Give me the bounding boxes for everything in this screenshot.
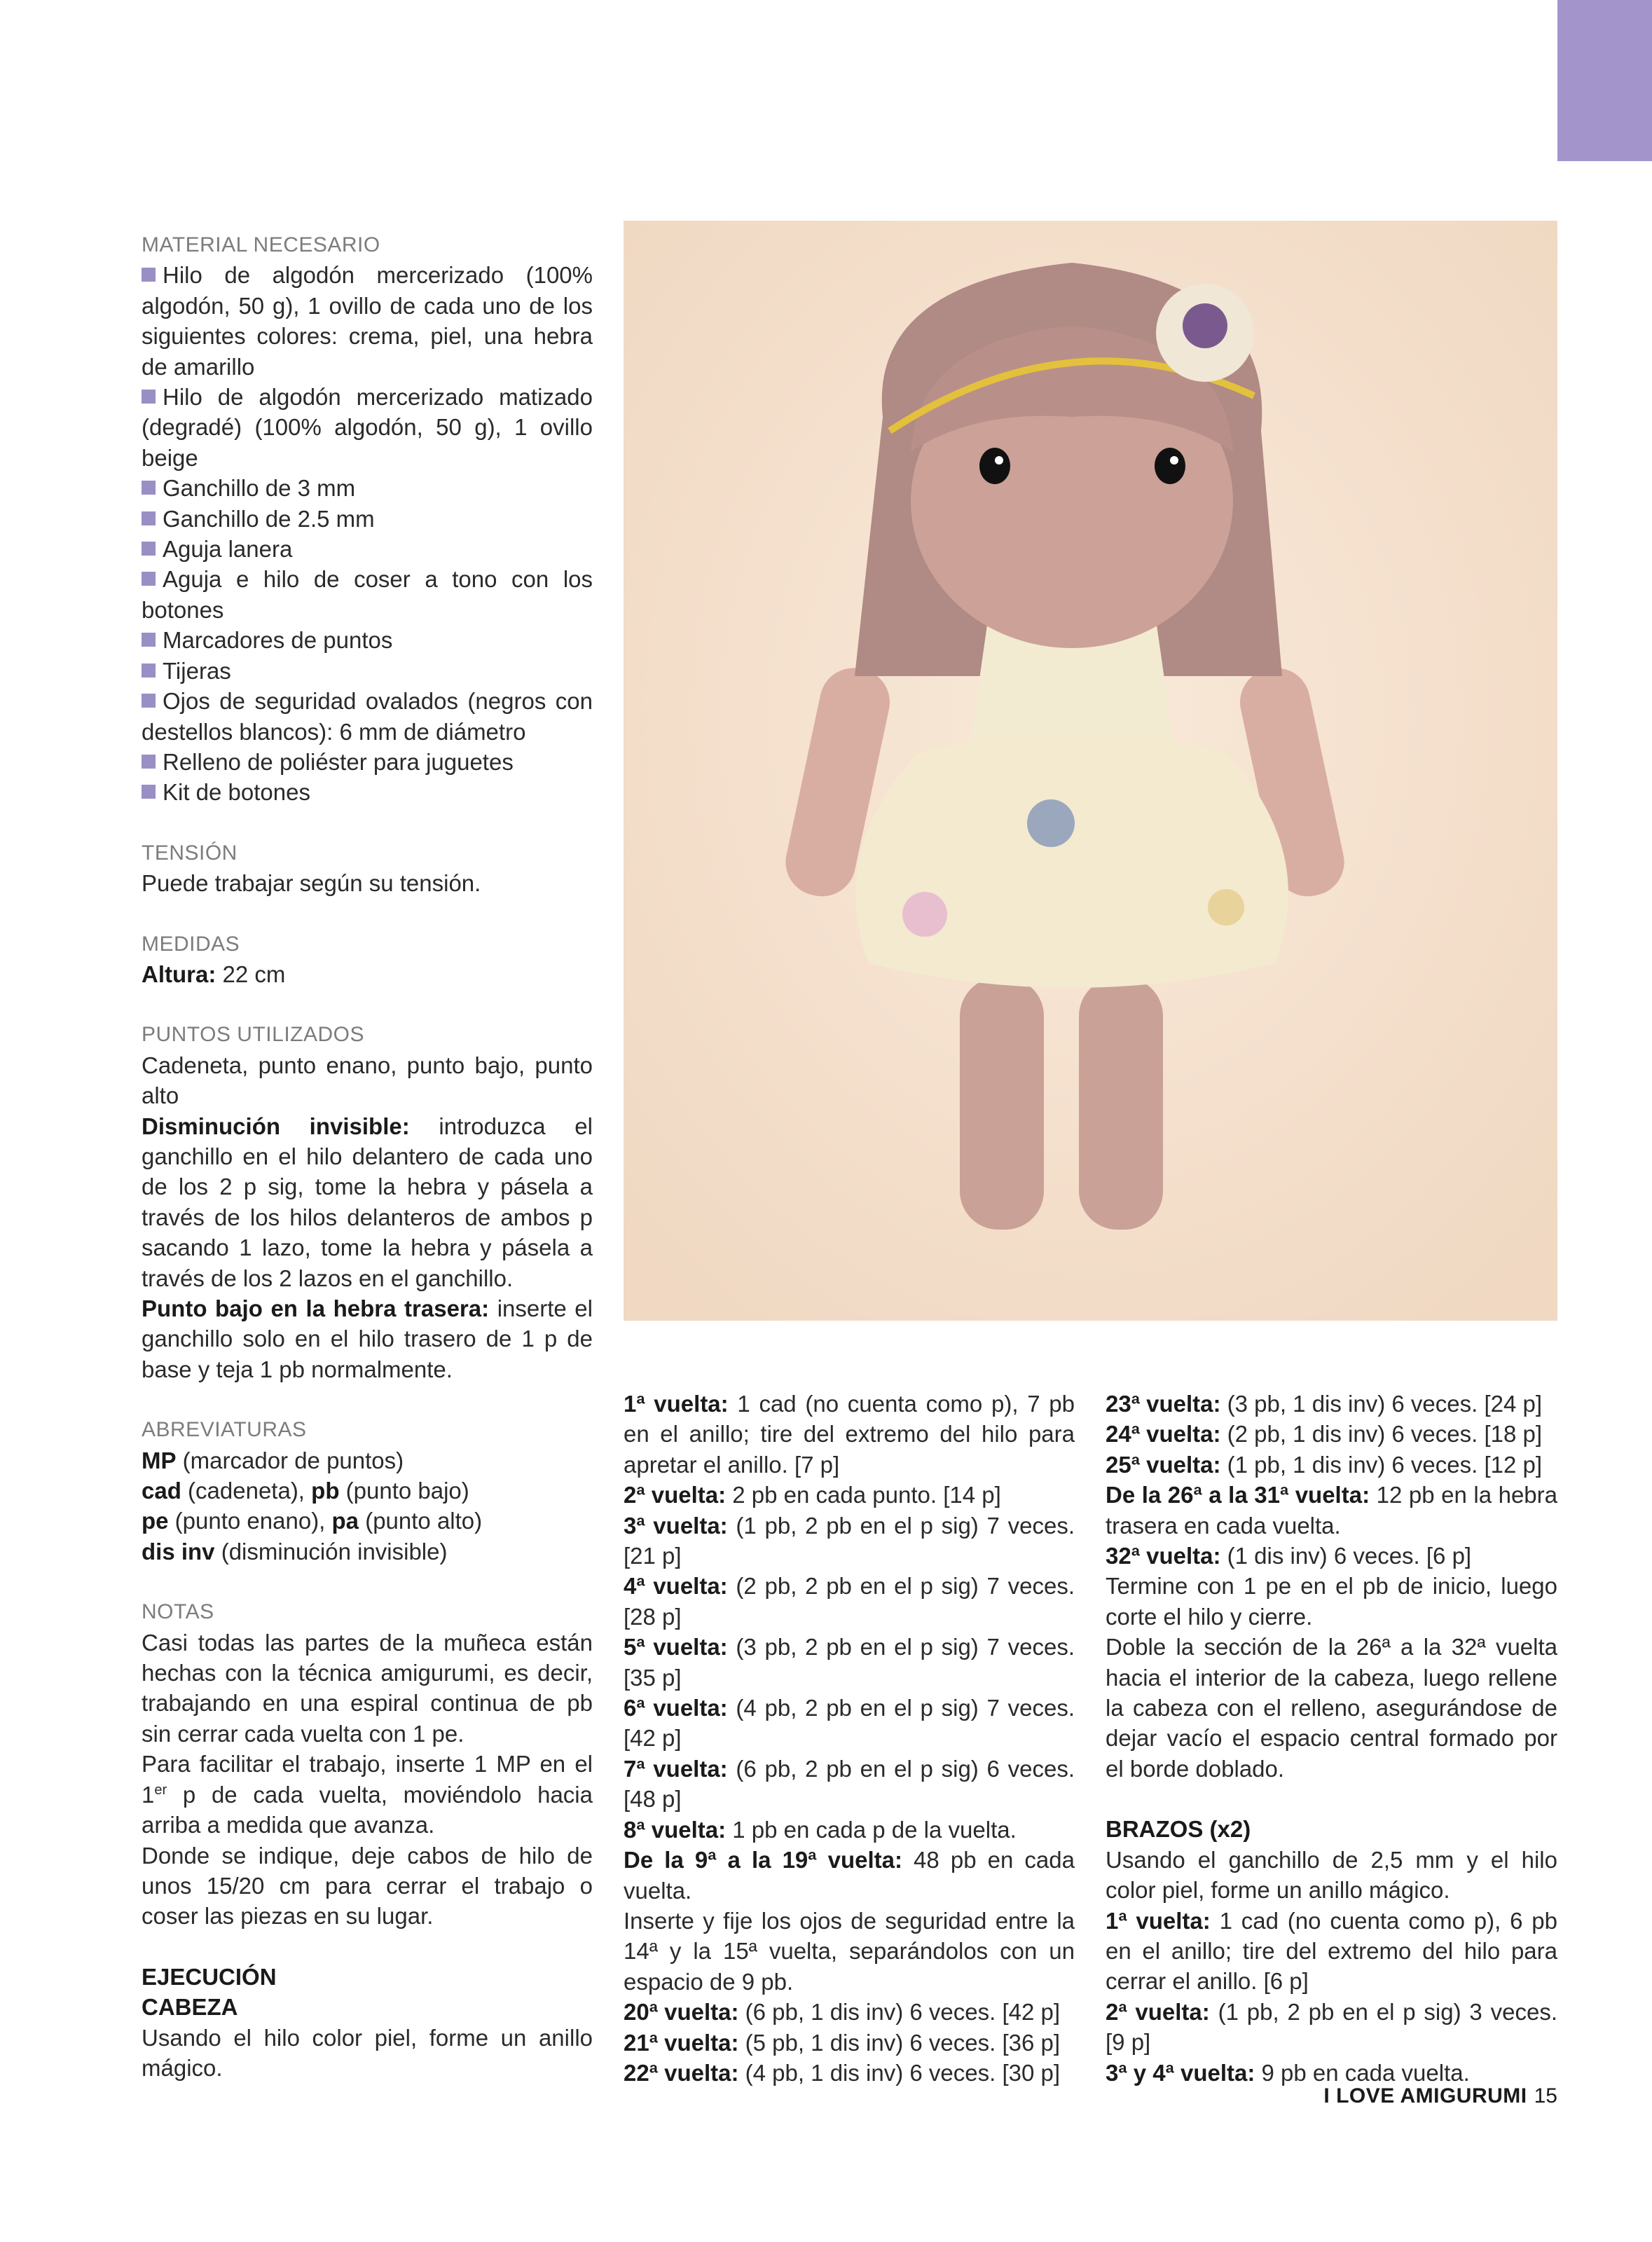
magazine-name: I LOVE AMIGURUMI [1323, 2084, 1527, 2107]
round-line [1106, 1906, 1557, 1997]
abbr-pa-term: pa [331, 1508, 359, 1534]
round-line [624, 1511, 1075, 1572]
round-label: 25ª vuelta: [1106, 1451, 1221, 1478]
material-item-text: Aguja e hilo de coser a tono con los botones [142, 566, 593, 623]
round-line [624, 1815, 1075, 1845]
corner-tab [1557, 0, 1652, 161]
notas-p2-a: Para facilitar el trabajo, inserte 1 MP en el 1 [142, 1751, 593, 1808]
square-bullet-icon [142, 542, 156, 556]
round-line [1106, 1450, 1557, 1480]
material-item [142, 747, 593, 777]
material-item-text: Ojos de seguridad ovalados (negros con destellos blancos): 6 mm de diámetro [142, 688, 593, 745]
square-bullet-icon [142, 785, 156, 799]
round-line [624, 1754, 1075, 1815]
abbr-cad-term: cad [142, 1478, 181, 1504]
round-label: 2ª vuelta: [624, 1482, 727, 1508]
round-text: (2 pb, 2 pb en el p sig) 7 veces. [28 p] [624, 1573, 1075, 1630]
abbr-mp-term: MP [142, 1447, 177, 1473]
round-text: (1 pb, 2 pb en el p sig) 3 veces. [9 p] [1106, 1998, 1557, 2056]
notas-p3: Donde se indique, deje cabos de hilo de unos 15/20 cm para cerrar el trabajo o coser las piezas en su lugar. [142, 1842, 593, 1930]
material-item [142, 504, 593, 534]
round-text: (6 pb, 2 pb en el p sig) 6 veces. [48 p] [624, 1755, 1075, 1813]
round-text: (2 pb, 1 dis inv) 6 veces. [18 p] [1220, 1421, 1543, 1447]
round-line [624, 1906, 1075, 1997]
round-line [624, 1389, 1075, 1480]
round-line [624, 1632, 1075, 1693]
altura-label: Altura: [142, 961, 216, 987]
material-item [142, 260, 593, 382]
disminucion-def [142, 1111, 593, 1293]
brazos-rounds [1106, 1906, 1557, 2088]
round-text: Doble la sección de la 26ª a la 32ª vuelta hacia el interior de la cabeza, luego rellene la cabeza con el relleno, asegurándose de dejar vacío el espacio central formado por el borde doblado. [1106, 1634, 1557, 1782]
material-item [142, 564, 593, 625]
notas-p1: Casi todas las partes de la muñeca están hechas con la técnica amigurumi, es decir, trabajando en una espiral continua de pb sin cerrar cada vuelta con 1 pe. [142, 1629, 593, 1747]
round-line [624, 1997, 1075, 2027]
round-text: (4 pb, 1 dis inv) 6 veces. [30 p] [738, 2059, 1061, 2086]
round-line [624, 1571, 1075, 1632]
material-list [142, 260, 593, 807]
abbr-pe-desc: (punto enano), [168, 1508, 332, 1534]
round-text: 2 pb en cada punto. [14 p] [726, 1482, 1001, 1508]
page-number: 15 [1534, 2084, 1557, 2107]
amigurumi-doll-illustration [624, 221, 1557, 1321]
material-item-text: Hilo de algodón mercerizado matizado (degradé) (100% algodón, 50 g), 1 ovillo beige [142, 384, 593, 471]
square-bullet-icon [142, 755, 156, 769]
round-label: 32ª vuelta: [1106, 1543, 1221, 1569]
pb-hebra-trasera-label: Punto bajo en la hebra trasera: [142, 1295, 490, 1321]
doll-photo [624, 221, 1557, 1321]
round-line [1106, 1541, 1557, 1571]
material-item [142, 686, 593, 747]
notas-p2 [142, 1749, 593, 1840]
round-line [1106, 1632, 1557, 1784]
round-text: Termine con 1 pe en el pb de inicio, luego corte el hilo y cierre. [1106, 1573, 1557, 1630]
material-item [142, 777, 593, 807]
round-label: 1ª vuelta: [624, 1391, 729, 1417]
round-label: 21ª vuelta: [624, 2029, 739, 2056]
page-footer [1323, 2084, 1557, 2108]
pb-hebra-trasera-def [142, 1293, 593, 1384]
tension-heading: TENSIÓN [142, 841, 238, 865]
abbr-pb-term: pb [311, 1478, 340, 1504]
abbr-dis-desc: (disminución invisible) [214, 1538, 448, 1564]
brazos-heading: BRAZOS (x2) [1106, 1816, 1251, 1843]
notas-p2-b: p de cada vuelta, moviéndolo hacia arriba a medida que avanza. [142, 1781, 593, 1838]
round-line [624, 1693, 1075, 1754]
material-item-text: Tijeras [163, 657, 231, 684]
material-item [142, 473, 593, 503]
round-label: 8ª vuelta: [624, 1816, 727, 1843]
square-bullet-icon [142, 481, 156, 495]
material-item [142, 625, 593, 655]
round-line [1106, 1997, 1557, 2058]
disminucion-label: Disminución invisible: [142, 1113, 410, 1139]
round-label: De la 9ª a la 19ª vuelta: [624, 1847, 902, 1873]
material-item-text: Hilo de algodón mercerizado (100% algodón, 50 g), 1 ovillo de cada uno de los siguientes colores: crema, piel, una hebra de amarillo [142, 262, 593, 380]
round-label: 22ª vuelta: [624, 2059, 739, 2086]
abbr-dis-term: dis inv [142, 1538, 215, 1564]
round-line [1106, 1480, 1557, 1541]
middle-column [624, 1389, 1075, 2088]
abbr-cad-desc: (cadeneta), [181, 1478, 312, 1504]
abbr-pe-term: pe [142, 1508, 169, 1534]
round-label: 1ª vuelta: [1106, 1907, 1211, 1934]
material-item-text: Kit de botones [163, 779, 310, 806]
square-bullet-icon [142, 511, 156, 525]
round-text: (4 pb, 2 pb en el p sig) 7 veces. [42 p] [624, 1695, 1075, 1752]
material-item-text: Relleno de poliéster para juguetes [163, 748, 514, 775]
round-label: 3ª vuelta: [624, 1512, 728, 1539]
left-column [142, 230, 593, 2083]
material-item [142, 534, 593, 564]
round-text: 12 pb en la hebra trasera en cada vuelta. [1106, 1482, 1557, 1539]
round-text: (3 pb, 2 pb en el p sig) 7 veces. [35 p] [624, 1634, 1075, 1691]
notas-heading: NOTAS [142, 1600, 214, 1624]
ejecucion-heading: EJECUCIÓN [142, 1963, 277, 1990]
abreviaturas-heading: ABREVIATURAS [142, 1418, 307, 1442]
material-heading: MATERIAL NECESARIO [142, 233, 380, 256]
round-label: 5ª vuelta: [624, 1634, 728, 1660]
material-item-text: Marcadores de puntos [163, 627, 393, 654]
round-text: Inserte y fije los ojos de seguridad entre la 14ª y la 15ª vuelta, separándolos con un espacio de 9 pb. [624, 1907, 1075, 1995]
abbr-pb-desc: (punto bajo) [339, 1478, 469, 1504]
round-line [624, 1845, 1075, 1906]
round-label: 2ª vuelta: [1106, 1998, 1210, 2025]
round-text: (1 dis inv) 6 veces. [6 p] [1220, 1543, 1472, 1569]
altura-value: 22 cm [216, 961, 286, 987]
material-item-text: Ganchillo de 2.5 mm [163, 505, 375, 532]
disminucion-text: introduzca el ganchillo en el hilo delantero de cada uno de los 2 p sig, tome la hebra y pásela a través de los hilos delanteros de ambos p sacando 1 lazo, tome la hebra y pásela a través de los 2 lazos en el ganchillo. [142, 1113, 593, 1291]
round-label: 20ª vuelta: [624, 1999, 739, 2026]
material-item [142, 656, 593, 686]
pb-hebra-trasera-text: inserte el ganchillo solo en el hilo trasero de 1 p de base y teja 1 pb normalmente. [142, 1295, 593, 1382]
medidas-line [142, 959, 593, 989]
round-line [1106, 1419, 1557, 1449]
square-bullet-icon [142, 694, 156, 708]
abbr-dis [142, 1536, 593, 1567]
round-label: 24ª vuelta: [1106, 1421, 1221, 1447]
square-bullet-icon [142, 390, 156, 404]
abbr-cad-pb [142, 1476, 593, 1506]
material-item-text: Aguja lanera [163, 536, 293, 563]
round-text: 9 pb en cada vuelta. [1255, 2059, 1470, 2086]
round-label: 4ª vuelta: [624, 1573, 728, 1600]
round-text: (5 pb, 1 dis inv) 6 veces. [36 p] [738, 2029, 1061, 2056]
round-line [624, 2058, 1075, 2088]
material-item [142, 382, 593, 473]
round-line [1106, 2058, 1557, 2088]
round-line [1106, 1389, 1557, 1419]
round-text: (1 pb, 2 pb en el p sig) 7 veces. [21 p] [624, 1512, 1075, 1569]
round-label: 23ª vuelta: [1106, 1391, 1221, 1417]
round-line [1106, 1571, 1557, 1632]
square-bullet-icon [142, 268, 156, 282]
notas-p2-sup: er [154, 1782, 167, 1798]
square-bullet-icon [142, 663, 156, 678]
round-text: (3 pb, 1 dis inv) 6 veces. [24 p] [1220, 1391, 1543, 1417]
abbr-mp [142, 1445, 593, 1476]
abbr-pa-desc: (punto alto) [359, 1508, 483, 1534]
puntos-list: Cadeneta, punto enano, punto bajo, punto alto [142, 1052, 593, 1109]
round-label: De la 26ª a la 31ª vuelta: [1106, 1482, 1370, 1508]
round-text: 1 pb en cada p de la vuelta. [726, 1816, 1017, 1843]
square-bullet-icon [142, 633, 156, 647]
right-column [1106, 1389, 1557, 2088]
round-text: 48 pb en cada vuelta. [624, 1847, 1075, 1904]
round-line [624, 2028, 1075, 2058]
medidas-heading: MEDIDAS [142, 932, 240, 956]
abbr-pe-pa [142, 1506, 593, 1536]
round-label: 6ª vuelta: [624, 1695, 728, 1721]
cabeza-rounds-continued [1106, 1389, 1557, 1784]
round-label: 7ª vuelta: [624, 1755, 728, 1782]
round-text: (6 pb, 1 dis inv) 6 veces. [42 p] [738, 1999, 1061, 2026]
round-text: (1 pb, 1 dis inv) 6 veces. [12 p] [1220, 1451, 1543, 1478]
abbr-mp-desc: (marcador de puntos) [176, 1447, 404, 1473]
cabeza-heading: CABEZA [142, 1994, 238, 2021]
round-line [624, 1480, 1075, 1510]
tension-text: Puede trabajar según su tensión. [142, 870, 481, 897]
square-bullet-icon [142, 572, 156, 586]
round-label: 3ª y 4ª vuelta: [1106, 2059, 1255, 2086]
cabeza-intro: Usando el hilo color piel, forme un anillo mágico. [142, 2024, 593, 2081]
round-text: 1 cad (no cuenta como p), 6 pb en el anillo; tire del extremo del hilo para cerrar el anillo. [6 p] [1106, 1907, 1557, 1995]
round-text: 1 cad (no cuenta como p), 7 pb en el anillo; tire del extremo del hilo para apretar el anillo. [7 p] [624, 1391, 1075, 1478]
brazos-intro: Usando el ganchillo de 2,5 mm y el hilo color piel, forme un anillo mágico. [1106, 1846, 1557, 1904]
material-item-text: Ganchillo de 3 mm [163, 475, 356, 502]
puntos-heading: PUNTOS UTILIZADOS [142, 1023, 364, 1047]
